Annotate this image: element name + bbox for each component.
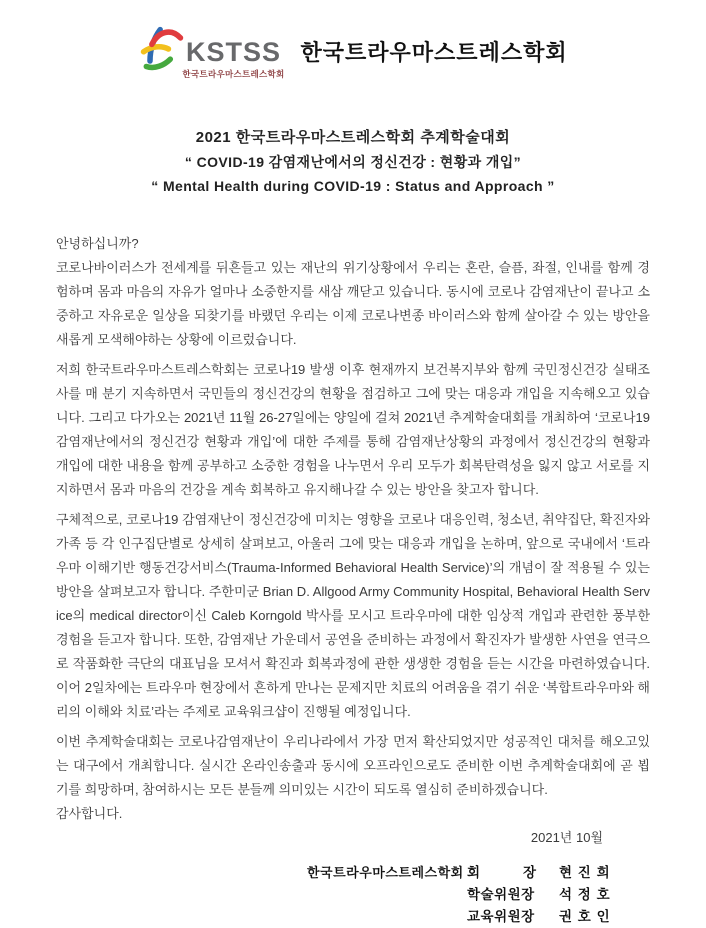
signature-name: 권 호 인 — [559, 909, 611, 924]
logo-text — [182, 36, 285, 80]
conference-subtitle-korean: “ COVID-19 감염재난에서의 정신건강 : 현황과 개입” — [184, 154, 522, 170]
letter-body — [56, 232, 650, 826]
paragraph-2: 저희 한국트라우마스트레스학회는 코로나19 발생 이후 현재까지 보건복지부와 함께 국민정신건강 실태조사를 매 분기 지속하면서 국민들의 정신건강의 현황을 점검하고 그에 맞는 대응과 개입을 지속해오고 있습니다. 그리고 다가오는 2021년 11월 26-27일에는 양일에 걸쳐 2021년 추계학술대회를 개최하여 ‘코로나19 감염재난에서의 정신건강 현황과 개입’에 대한 주제를 통해 감염재난상황의 과정에서 정신건강의 현황과 개입에 대한 내용을 함께 공부하고 소중한 경험을 나누면서 우리 모두가 회복탄력성을 잃지 않고 서로를 지지하면서 몸과 마음의 건강을 계속 회복하고 유지해나갈 수 있는 방안을 찾고자 합니다. — [56, 362, 650, 497]
conference-subtitle-english: “ Mental Health during COVID-19 : Status and Approach ” — [151, 178, 555, 194]
signature-row — [307, 906, 627, 928]
org-title: 한국트라우마스트레스학회 — [300, 39, 568, 65]
paragraph-4: 이번 추계학술대회는 코로나감염재난이 우리나라에서 가장 먼저 확산되었지만 성공적인 대처를 해오고있는 대구에서 개최합니다. 실시간 온라인송출과 동시에 오프라인으로도 준비한 이번 추계학술대회에 곧 뵙기를 희망하며, 참여하시는 모든 분들께 의미있는 시간이 되도록 열심히 준비하겠습니다. — [56, 734, 650, 797]
signature-org: 한국트라우마스트레스학회 — [307, 865, 464, 880]
signature-role: 학술위원장 — [467, 887, 535, 902]
logo-acronym: KSTSS — [185, 36, 281, 67]
conference-title: 2021 한국트라우마스트레스학회 추계학술대회 — [195, 129, 511, 146]
kstss-logo-icon — [138, 23, 186, 75]
paragraph-3: 구체적으로, 코로나19 감염재난이 정신건강에 미치는 영향을 코로나 대응인력, 청소년, 취약집단, 확진자와 가족 등 각 인구집단별로 상세히 살펴보고, 아울러 그에 맞는 대응과 개입을 논하며, 앞으로 국내에서 ‘트라우마 이해기반 행동건강서비스(Trauma-Informed Behavioral Health Service)’의 개념이 잘 적용될 수 있는 방안을 살펴보고자 합니다. 주한미군 Brian D. Allgood Army Community Hospital, Behavioral Health Service의 medical director이신 Caleb Korngold 박사를 모시고 트라우마에 대한 임상적 개입과 관련한 풍부한 경험을 듣고자 합니다. 또한, 감염재난 가운데서 공연을 준비하는 과정에서 확진자가 발생한 사연을 연극으로 작품화한 극단의 대표님을 모셔서 확진과 회복과정에 관한 생생한 경험을 듣는 시간을 마련하였습니다. 이어 2일차에는 트라우마 현장에서 흔하게 만나는 문제지만 치료의 어려움을 겪기 쉬운 ‘복합트라우마와 해리의 이해와 치료’라는 주제로 교육워크샵이 진행될 예정입니다. — [56, 512, 650, 719]
signature-row — [307, 862, 627, 884]
paragraph-1: 코로나바이러스가 전세계를 뒤흔들고 있는 재난의 위기상황에서 우리는 혼란, 슬픔, 좌절, 인내를 함께 경험하며 몸과 마음의 자유가 얼마나 소중한지를 새삼 깨닫고 있습니다. 동시에 코로나 감염재난이 끝나고 소중하고 자유로운 일상을 되찾기를 바랬던 우리는 이제 코로나변종 바이러스와 함께 살아갈 수 있는 방안을 새롭게 모색해야하는 상황에 이르렀습니다. — [56, 260, 650, 347]
signature-row — [307, 884, 627, 906]
closing-thanks: 감사합니다. — [56, 806, 123, 821]
signature-name: 석 정 호 — [559, 887, 611, 902]
logo-subtext: 한국트라우마스트레스학회 — [182, 68, 285, 79]
kstss-logo — [138, 23, 284, 80]
conference-title-block — [56, 126, 650, 198]
signature-role: 교육위원장 — [467, 909, 535, 924]
signature-name: 현 진 희 — [559, 865, 611, 880]
signature-block — [56, 862, 627, 928]
greeting-line: 안녕하십니까? — [56, 236, 139, 251]
letterhead — [56, 16, 650, 86]
document-date: 2021년 10월 — [530, 830, 603, 845]
signature-role: 회 장 — [467, 865, 537, 880]
